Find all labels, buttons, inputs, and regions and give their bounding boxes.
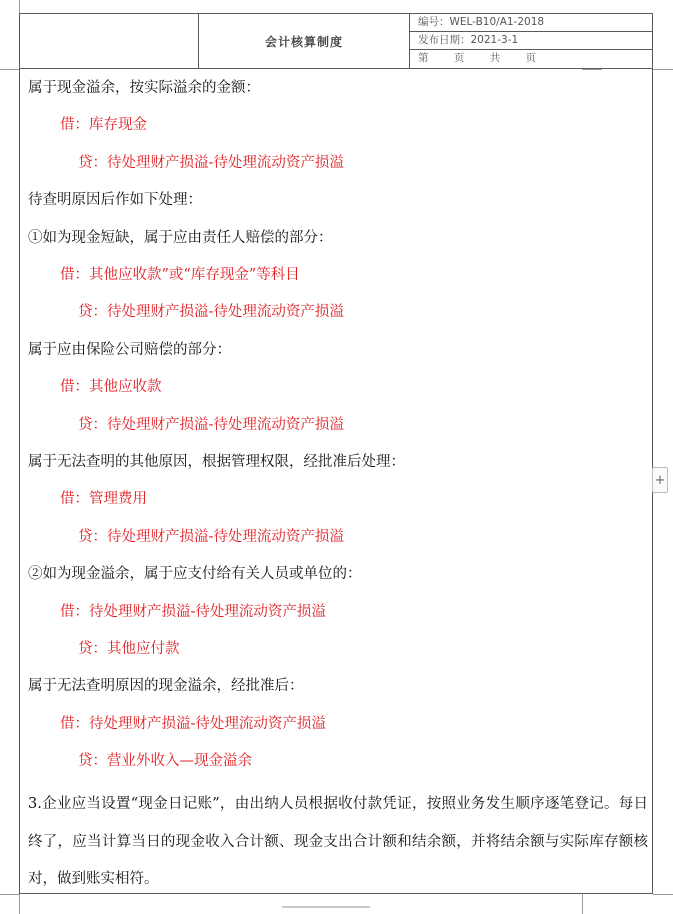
journal-entry-line: 借：待处理财产损溢-待处理流动资产损溢 <box>60 603 326 620</box>
text-line: 属于无法查明原因的现金溢余，经批准后： <box>28 678 304 695</box>
issue-date: 发布日期：2021-3-1 <box>410 32 652 50</box>
header-meta <box>410 14 652 68</box>
journal-entry-line: 贷：待处理财产损溢-待处理流动资产损溢 <box>78 416 344 433</box>
journal-entry-line: 贷：其他应付款 <box>78 641 180 657</box>
journal-entry-line: 贷：营业外收入—现金溢余 <box>78 753 252 770</box>
crop-mark <box>653 894 673 895</box>
text-line: 待查明原因后作如下处理： <box>28 192 202 209</box>
text-line: 属于无法查明的其他原因，根据管理权限，经批准后处理： <box>28 454 405 470</box>
journal-entry-line: 贷：待处理财产损溢-待处理流动资产损溢 <box>78 304 344 321</box>
journal-entry-line: 贷：待处理财产损溢-待处理流动资产损溢 <box>78 528 344 545</box>
crop-mark <box>0 69 19 70</box>
text-line: ①如为现金短缺，属于应由责任人赔偿的部分： <box>28 229 333 246</box>
crop-mark <box>19 0 20 13</box>
document-title: 会计核算制度 <box>199 14 410 68</box>
expand-button[interactable]: + <box>652 467 668 493</box>
crop-mark <box>653 69 673 70</box>
journal-entry-line: 借：其他应收款”或“库存现金”等科目 <box>60 267 300 283</box>
paragraph-3: 3.企业应当设置“现金日记账”，由出纳人员根据收付款凭证，按照业务发生顺序逐笔登记。每日终了，应当计算当日的现金收入合计额、现金支出合计额和结余额，并将结余额与实际库存额核对，做到账实相符。 <box>28 796 648 887</box>
crop-mark <box>19 894 20 914</box>
journal-entry-line: 借：其他应收款 <box>60 379 162 396</box>
journal-entry-line: 贷：待处理财产损溢-待处理流动资产损溢 <box>78 154 344 171</box>
journal-entry-line: 借：库存现金 <box>60 117 147 134</box>
next-page-edge <box>282 906 370 908</box>
doc-number: 编号：WEL-B10/A1-2018 <box>410 14 652 32</box>
text-line: 属于应由保险公司赔偿的部分： <box>28 341 231 358</box>
logo-cell <box>20 14 199 68</box>
text-line: ②如为现金溢余，属于应支付给有关人员或单位的： <box>28 566 362 583</box>
crop-mark <box>0 894 19 895</box>
journal-entry-line: 借：管理费用 <box>60 491 147 508</box>
journal-entry-line: 借：待处理财产损溢-待处理流动资产损溢 <box>60 715 326 732</box>
document-header <box>19 13 653 69</box>
text-line: 属于现金溢余，按实际溢余的金额： <box>28 80 260 96</box>
page-info: 第 页 共 页 <box>418 52 537 64</box>
